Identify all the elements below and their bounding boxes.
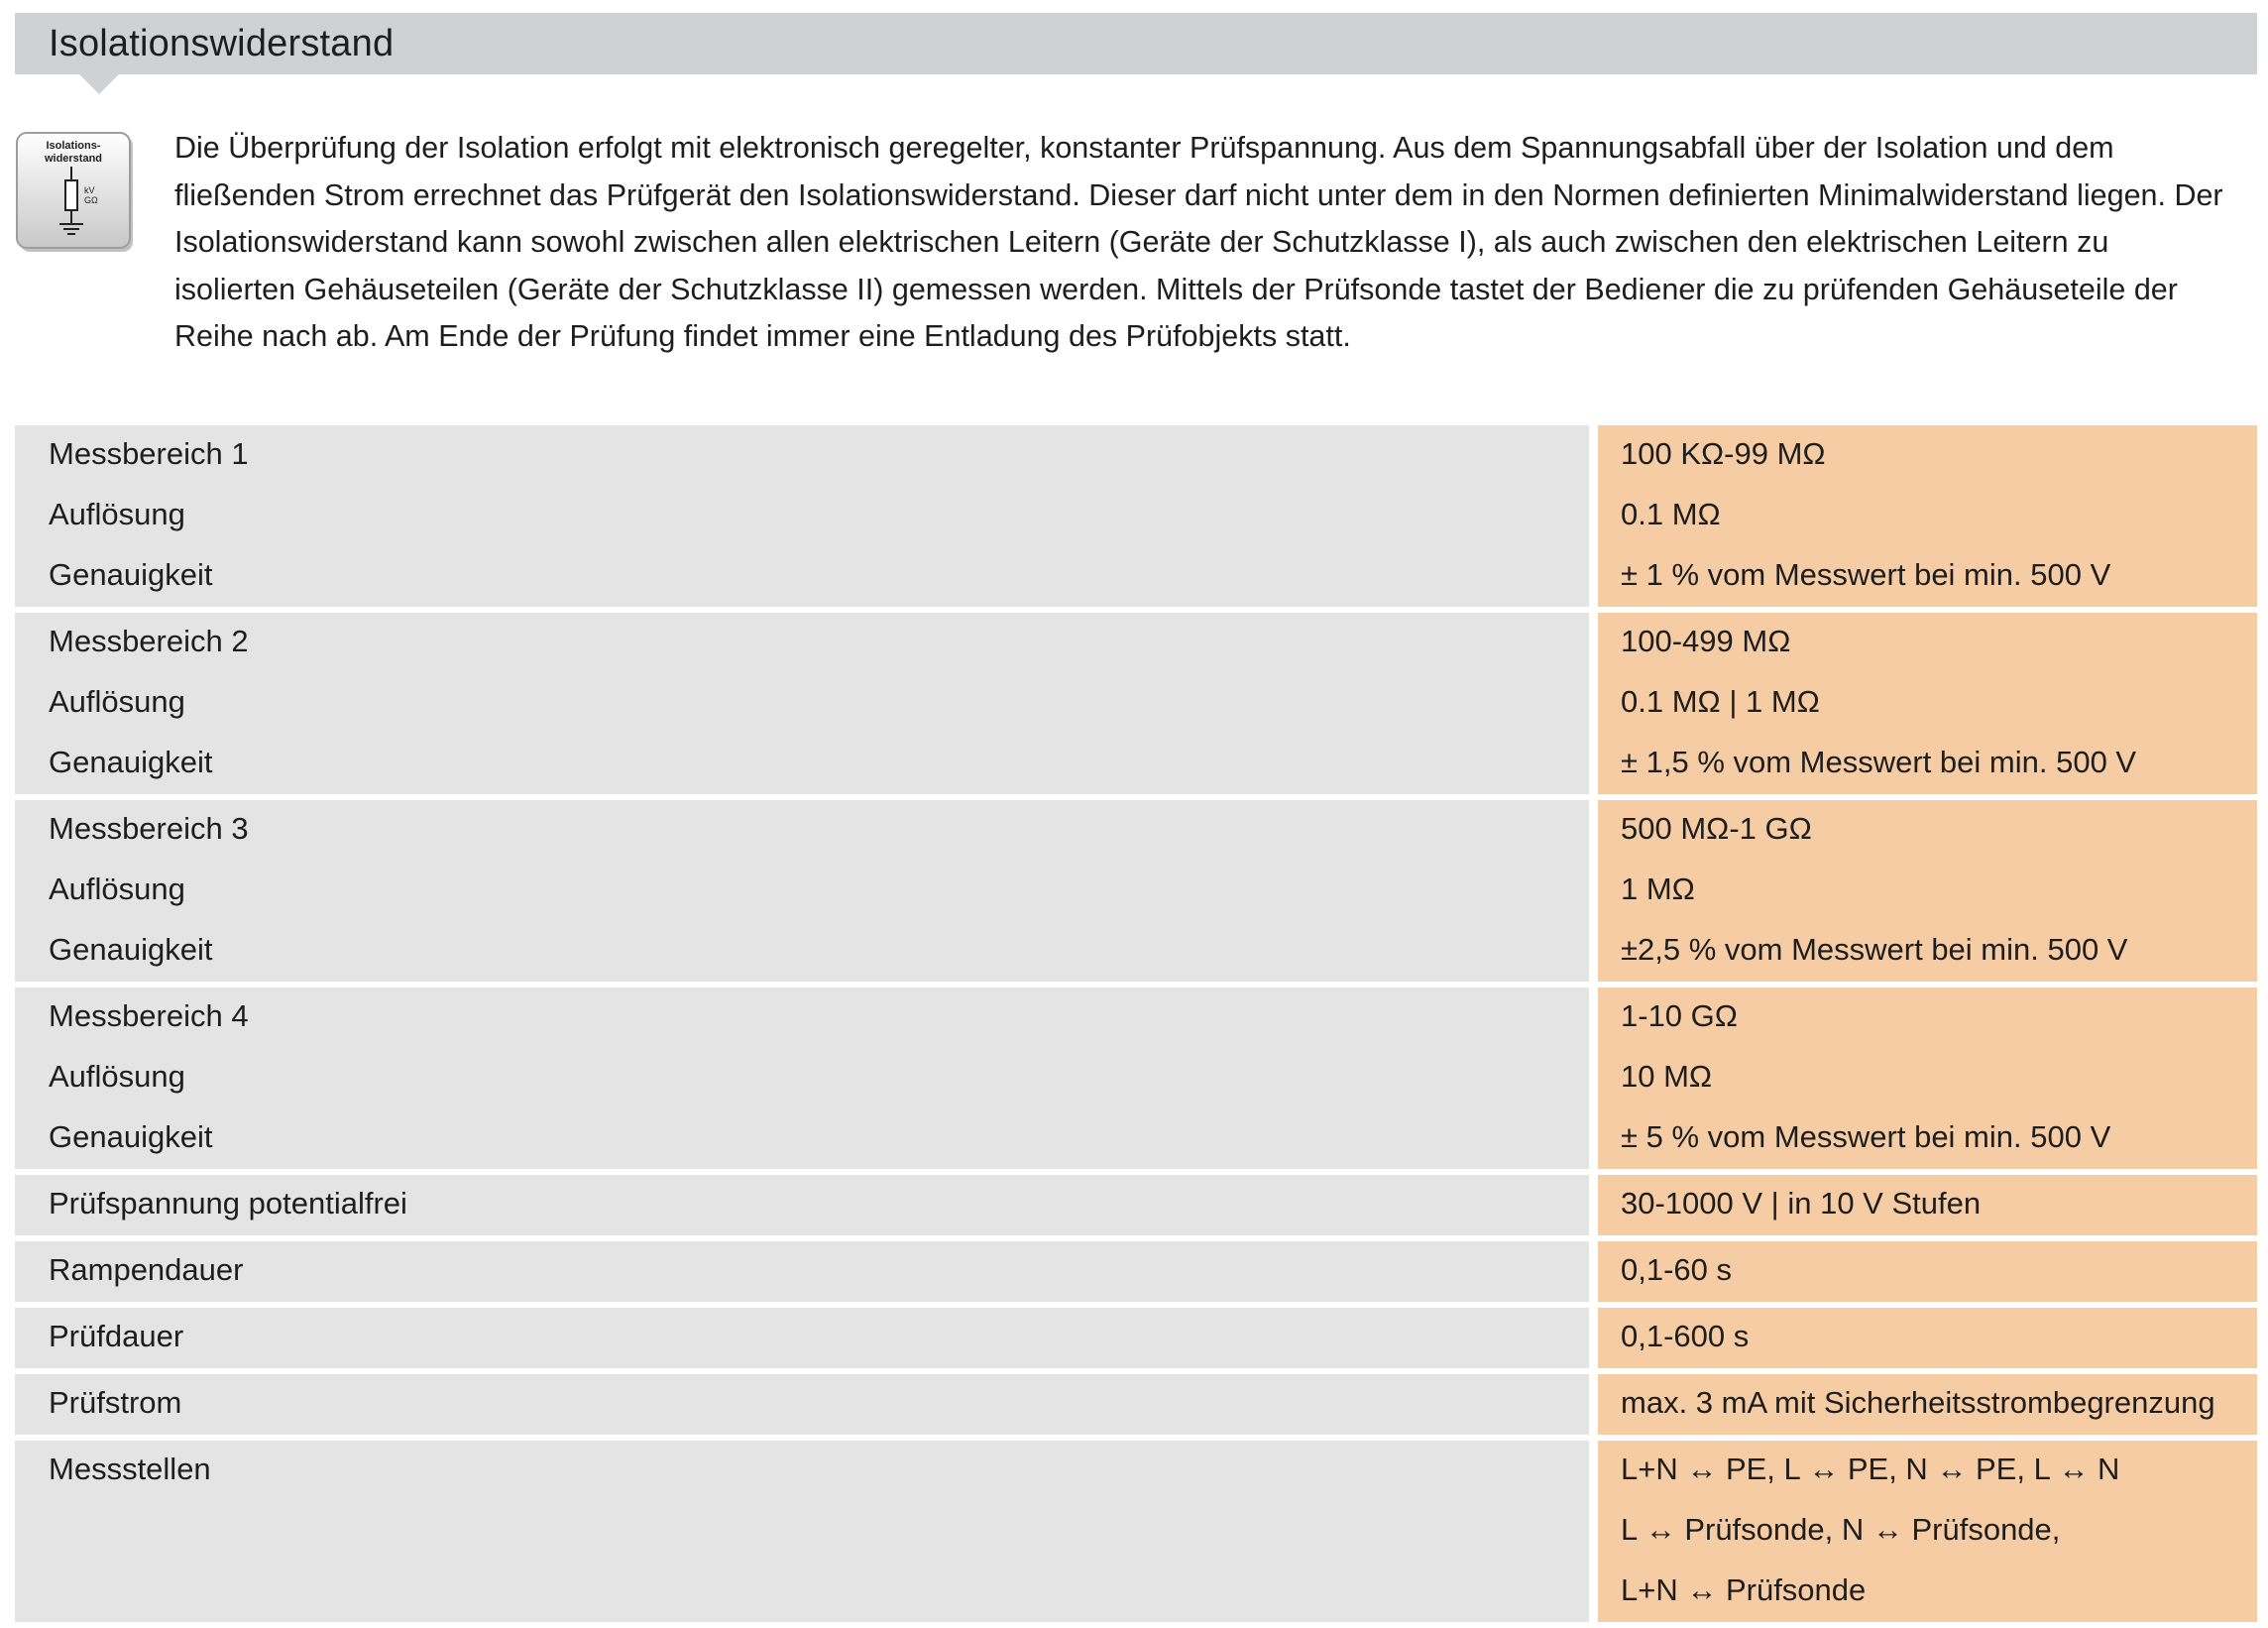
spec-group (15, 800, 2257, 982)
insulation-resistance-icon (15, 131, 136, 254)
spec-label: Auflösung (49, 1059, 185, 1094)
spec-value: 100-499 MΩ (1621, 624, 1791, 658)
spec-row (15, 1501, 2257, 1562)
spec-value: max. 3 mA mit Sicherheitsstrombegrenzung (1621, 1385, 2215, 1420)
spec-row (15, 1108, 2257, 1169)
spec-row (15, 861, 2257, 921)
spec-row (15, 1048, 2257, 1108)
spec-row (15, 1308, 2257, 1368)
spec-value: L ↔ Prüfsonde, N ↔ Prüfsonde, (1621, 1512, 2061, 1547)
spec-label: Genauigkeit (49, 557, 213, 592)
spec-row (15, 1441, 2257, 1501)
spec-label: Prüfstrom (49, 1385, 182, 1420)
spec-label: Genauigkeit (49, 1119, 213, 1154)
icon-unit-gohm: GΩ (84, 195, 98, 205)
spec-table (15, 425, 2257, 1628)
spec-value: ± 5 % vom Messwert bei min. 500 V (1621, 1119, 2111, 1154)
spec-group (15, 1241, 2257, 1302)
spec-group (15, 613, 2257, 794)
spec-row (15, 1241, 2257, 1302)
section-header (15, 13, 2257, 74)
spec-row (15, 673, 2257, 734)
spec-label: Rampendauer (49, 1252, 244, 1287)
icon-label-line2: widerstand (44, 153, 103, 165)
spec-group (15, 1308, 2257, 1368)
spec-value: 10 MΩ (1621, 1059, 1713, 1094)
spec-row (15, 1175, 2257, 1235)
spec-group (15, 425, 2257, 607)
spec-row (15, 425, 2257, 486)
spec-row (15, 613, 2257, 673)
spec-label: Auflösung (49, 872, 185, 906)
spec-label: Messbereich 1 (49, 436, 249, 471)
section-title: Isolationswiderstand (49, 23, 395, 64)
spec-row (15, 1374, 2257, 1435)
spec-value: 0,1-600 s (1621, 1319, 1750, 1353)
spec-label: Messbereich 4 (49, 998, 249, 1033)
spec-value: 0.1 MΩ | 1 MΩ (1621, 684, 1820, 719)
spec-value: ±2,5 % vom Messwert bei min. 500 V (1621, 932, 2128, 967)
icon-label-line1: Isolations- (46, 140, 101, 152)
spec-label: Messbereich 2 (49, 624, 249, 658)
spec-row (15, 800, 2257, 861)
spec-label: Genauigkeit (49, 932, 213, 967)
spec-group (15, 1374, 2257, 1435)
spec-label: Messstellen (49, 1452, 211, 1486)
spec-value: 500 MΩ-1 GΩ (1621, 811, 1812, 846)
spec-value: 0.1 MΩ (1621, 497, 1721, 531)
spec-group (15, 1175, 2257, 1235)
spec-value: 1-10 GΩ (1621, 998, 1738, 1033)
intro-paragraph: Die Überprüfung der Isolation erfolgt mit elektronisch geregelter, konstanter Prüfspannung. Aus dem Spannungsabfall über der Isolation und dem fließenden Strom errechnet das Prüfgerät den Isolationswiderstand. Dieser darf nicht unter dem in den Normen definierten Minimalwiderstand liegen. Der Isolationswiderstand kann sowohl zwischen allen elektrischen Leitern (Geräte der Schutzklasse I), als auch zwischen den elektrischen Leitern zu isolierten Gehäuseteilen (Geräte der Schutzklasse II) gemessen werden. Mittels der Prüfsonde tastet der Bediener die zu prüfenden Gehäuseteile der Reihe nach ab. Am Ende der Prüfung findet immer eine Entladung des Prüfobjekts statt. (174, 131, 2223, 353)
spec-value: 30-1000 V | in 10 V Stufen (1621, 1186, 1982, 1221)
spec-label: Prüfspannung potentialfrei (49, 1186, 407, 1221)
spec-value: ± 1,5 % vom Messwert bei min. 500 V (1621, 745, 2137, 779)
spec-value: 100 KΩ-99 MΩ (1621, 436, 1826, 471)
spec-group (15, 988, 2257, 1169)
spec-row (15, 988, 2257, 1048)
spec-row (15, 486, 2257, 546)
spec-value: L+N ↔ Prüfsonde (1621, 1572, 1867, 1607)
icon-unit-kv: kV (84, 185, 95, 195)
spec-label: Auflösung (49, 684, 185, 719)
spec-label: Genauigkeit (49, 745, 213, 779)
spec-label: Prüfdauer (49, 1319, 184, 1353)
spec-label: Auflösung (49, 497, 185, 531)
spec-value: L+N ↔ PE, L ↔ PE, N ↔ PE, L ↔ N (1621, 1452, 2120, 1486)
spec-group (15, 1441, 2257, 1622)
spec-value: 0,1-60 s (1621, 1252, 1733, 1287)
spec-row (15, 921, 2257, 982)
spec-row (15, 734, 2257, 794)
spec-value: ± 1 % vom Messwert bei min. 500 V (1621, 557, 2111, 592)
spec-row (15, 546, 2257, 607)
spec-label: Messbereich 3 (49, 811, 249, 846)
header-notch (79, 74, 119, 94)
spec-value: 1 MΩ (1621, 872, 1695, 906)
